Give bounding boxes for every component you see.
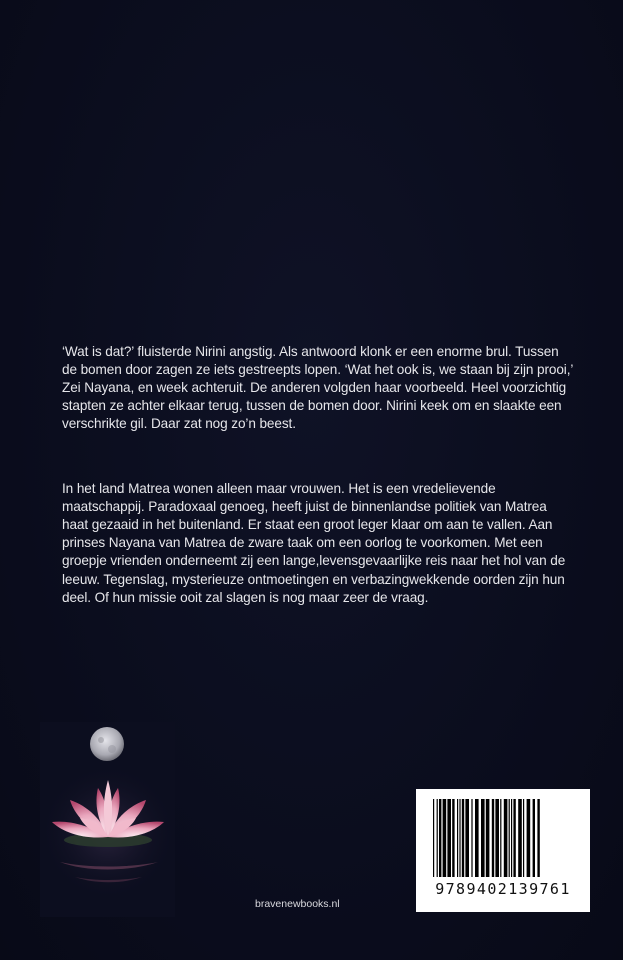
summary-paragraph: In het land Matrea wonen alleen maar vrouwen. Het is een vredelievende maatschappij. Paradoxaal genoeg, heeft juist de binnenlandse politiek van Matrea haat gezaaid in het buitenland. Er staat een groot leger klaar om aan te vallen. Aan prinses Nayana van Matrea de zware taak om een oorlog te voorkomen. Met een groepje vrienden onderneemt zij een lange,levensgevaarlijke reis naar het hol van de leeuw. Tegenslag, mysterieuze ontmoetingen en verbazingwekkende oorden zijn hun deel. Of hun missie ooit zal slagen is nog maar zeer de vraag. bbox=[62, 480, 566, 605]
barcode-bar bbox=[475, 799, 479, 877]
barcode-bar bbox=[459, 799, 460, 877]
excerpt-paragraph: ‘Wat is dat?’ fluisterde Nirini angstig. Als antwoord klonk er een enorme brul. Tussen de bomen door zagen ze iets gestreepts lopen. ‘Wat het ook is, we staan bij zijn prooi,’ Zei Nayana, en week achteruit. De anderen volgden haar voorbeeld. Heel voorzichtig stapten ze achter elkaar terug, tussen de bomen door. Nirini keek om en slaakte een verschrikte gil. Daar zat nog zo’n beest. bbox=[62, 343, 573, 432]
barcode-bar bbox=[481, 799, 485, 877]
barcode-bar bbox=[527, 799, 531, 877]
barcode-bar bbox=[486, 799, 490, 877]
barcode-bar bbox=[437, 799, 438, 877]
barcode-bar bbox=[537, 799, 539, 877]
barcode-bar bbox=[504, 799, 508, 877]
barcode-bar bbox=[509, 799, 510, 877]
moon-icon bbox=[90, 727, 124, 761]
barcode-bar bbox=[513, 799, 515, 877]
barcode-bar bbox=[518, 799, 522, 877]
barcode-bar bbox=[471, 799, 472, 877]
barcode-bar bbox=[495, 799, 499, 877]
barcode-bar bbox=[447, 799, 451, 877]
barcode-bar bbox=[492, 799, 494, 877]
barcode-bar bbox=[465, 799, 469, 877]
barcode-bar bbox=[462, 799, 464, 877]
barcode-bar bbox=[452, 799, 454, 877]
publisher-url: bravenewbooks.nl bbox=[255, 898, 340, 910]
barcode-bar bbox=[511, 799, 512, 877]
barcode-bar bbox=[500, 799, 501, 877]
barcode-bar bbox=[533, 799, 535, 877]
barcode-bar bbox=[523, 799, 524, 877]
barcode-bar bbox=[457, 799, 458, 877]
isbn-barcode bbox=[416, 789, 590, 912]
barcode-bar bbox=[443, 799, 447, 877]
lotus-moon-illustration bbox=[40, 722, 175, 917]
isbn-number: 9789402139761 bbox=[435, 880, 571, 898]
barcode-bar bbox=[433, 799, 434, 877]
barcode-bar bbox=[439, 799, 441, 877]
